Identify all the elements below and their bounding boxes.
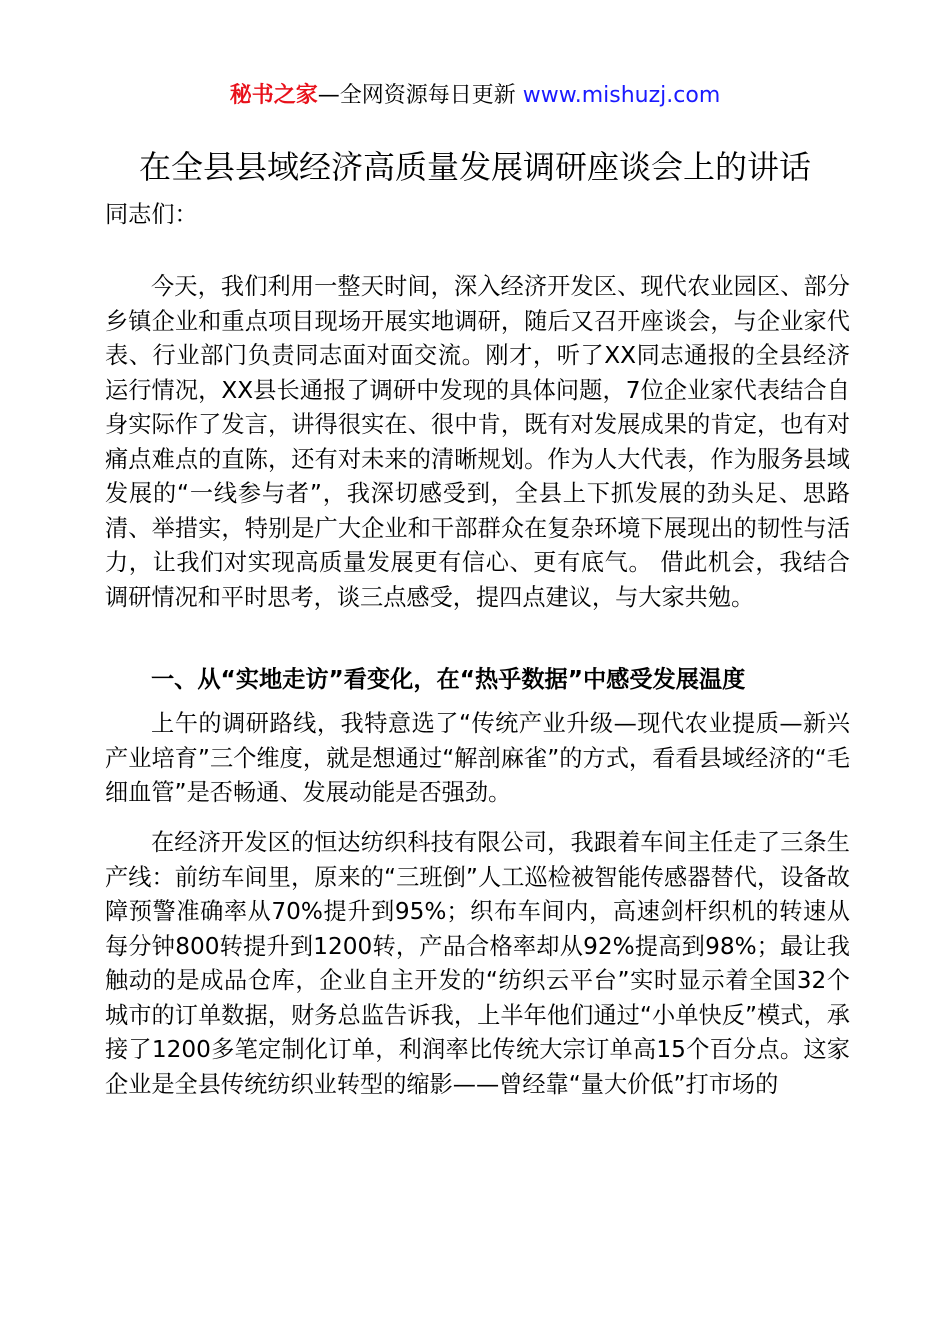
- section-heading: 一、从“实地走访”看变化，在“热乎数据”中感受发展温度: [151, 666, 746, 693]
- paragraph: 今天，我们利用一整天时间，深入经济开发区、现代农业园区、部分乡镇企业和重点项目现场开展实地调研，随后又召开座谈会，与企业家代表、行业部门负责同志面对面交流。刚才，听了XX同志通报的全县经济运行情况，XX县长通报了调研中发现的具体问题，7位企业家代表结合自身实际作了发言，讲得很实在、很中肯，既有对发展成果的肯定，也有对痛点难点的直陈，还有对未来的清晰规划。作为人大代表，作为服务县域发展的“一线参与者”，我深切感受到，全县上下抓发展的劲头足、思路清、举措实，特别是广大企业和干部群众在复杂环境下展现出的韧性与活力，让我们对实现高质量发展更有信心、更有底气。 借此机会，我结合调研情况和平时思考，谈三点感受，提四点建议，与大家共勉。: [105, 273, 850, 611]
- site-brand: 秘书之家: [229, 83, 318, 108]
- site-url-link[interactable]: www.mishuzj.com: [522, 83, 721, 108]
- site-header: [0, 80, 950, 112]
- paragraph: 在经济开发区的恒达纺织科技有限公司，我跟着车间主任走了三条生产线：前纺车间里，原来的“三班倒”人工巡检被智能传感器替代，设备故障预警准确率从70%提升到95%；织布车间内，高速剑杆织机的转速从每分钟800转提升到1200转，产品合格率却从92%提高到98%；最让我触动的是成品仓库，企业自主开发的“纺织云平台”实时显示着全国32个城市的订单数据，财务总监告诉我，上半年他们通过“小单快反”模式，承接了1200多笔定制化订单，利润率比传统大宗订单高15个百分点。这家企业是全县传统纺织业转型的缩影——曾经靠“量大价低”打市场的: [105, 829, 850, 1098]
- paragraph: 上午的调研路线，我特意选了“传统产业升级—现代农业提质—新兴产业培育”三个维度，就是想通过“解剖麻雀”的方式，看看县域经济的“毛细血管”是否畅通、发展动能是否强劲。: [105, 710, 850, 806]
- greeting: 同志们：: [105, 201, 198, 228]
- site-tagline: —全网资源每日更新: [317, 83, 516, 108]
- document-title: 在全县县域经济高质量发展调研座谈会上的讲话: [138, 148, 811, 186]
